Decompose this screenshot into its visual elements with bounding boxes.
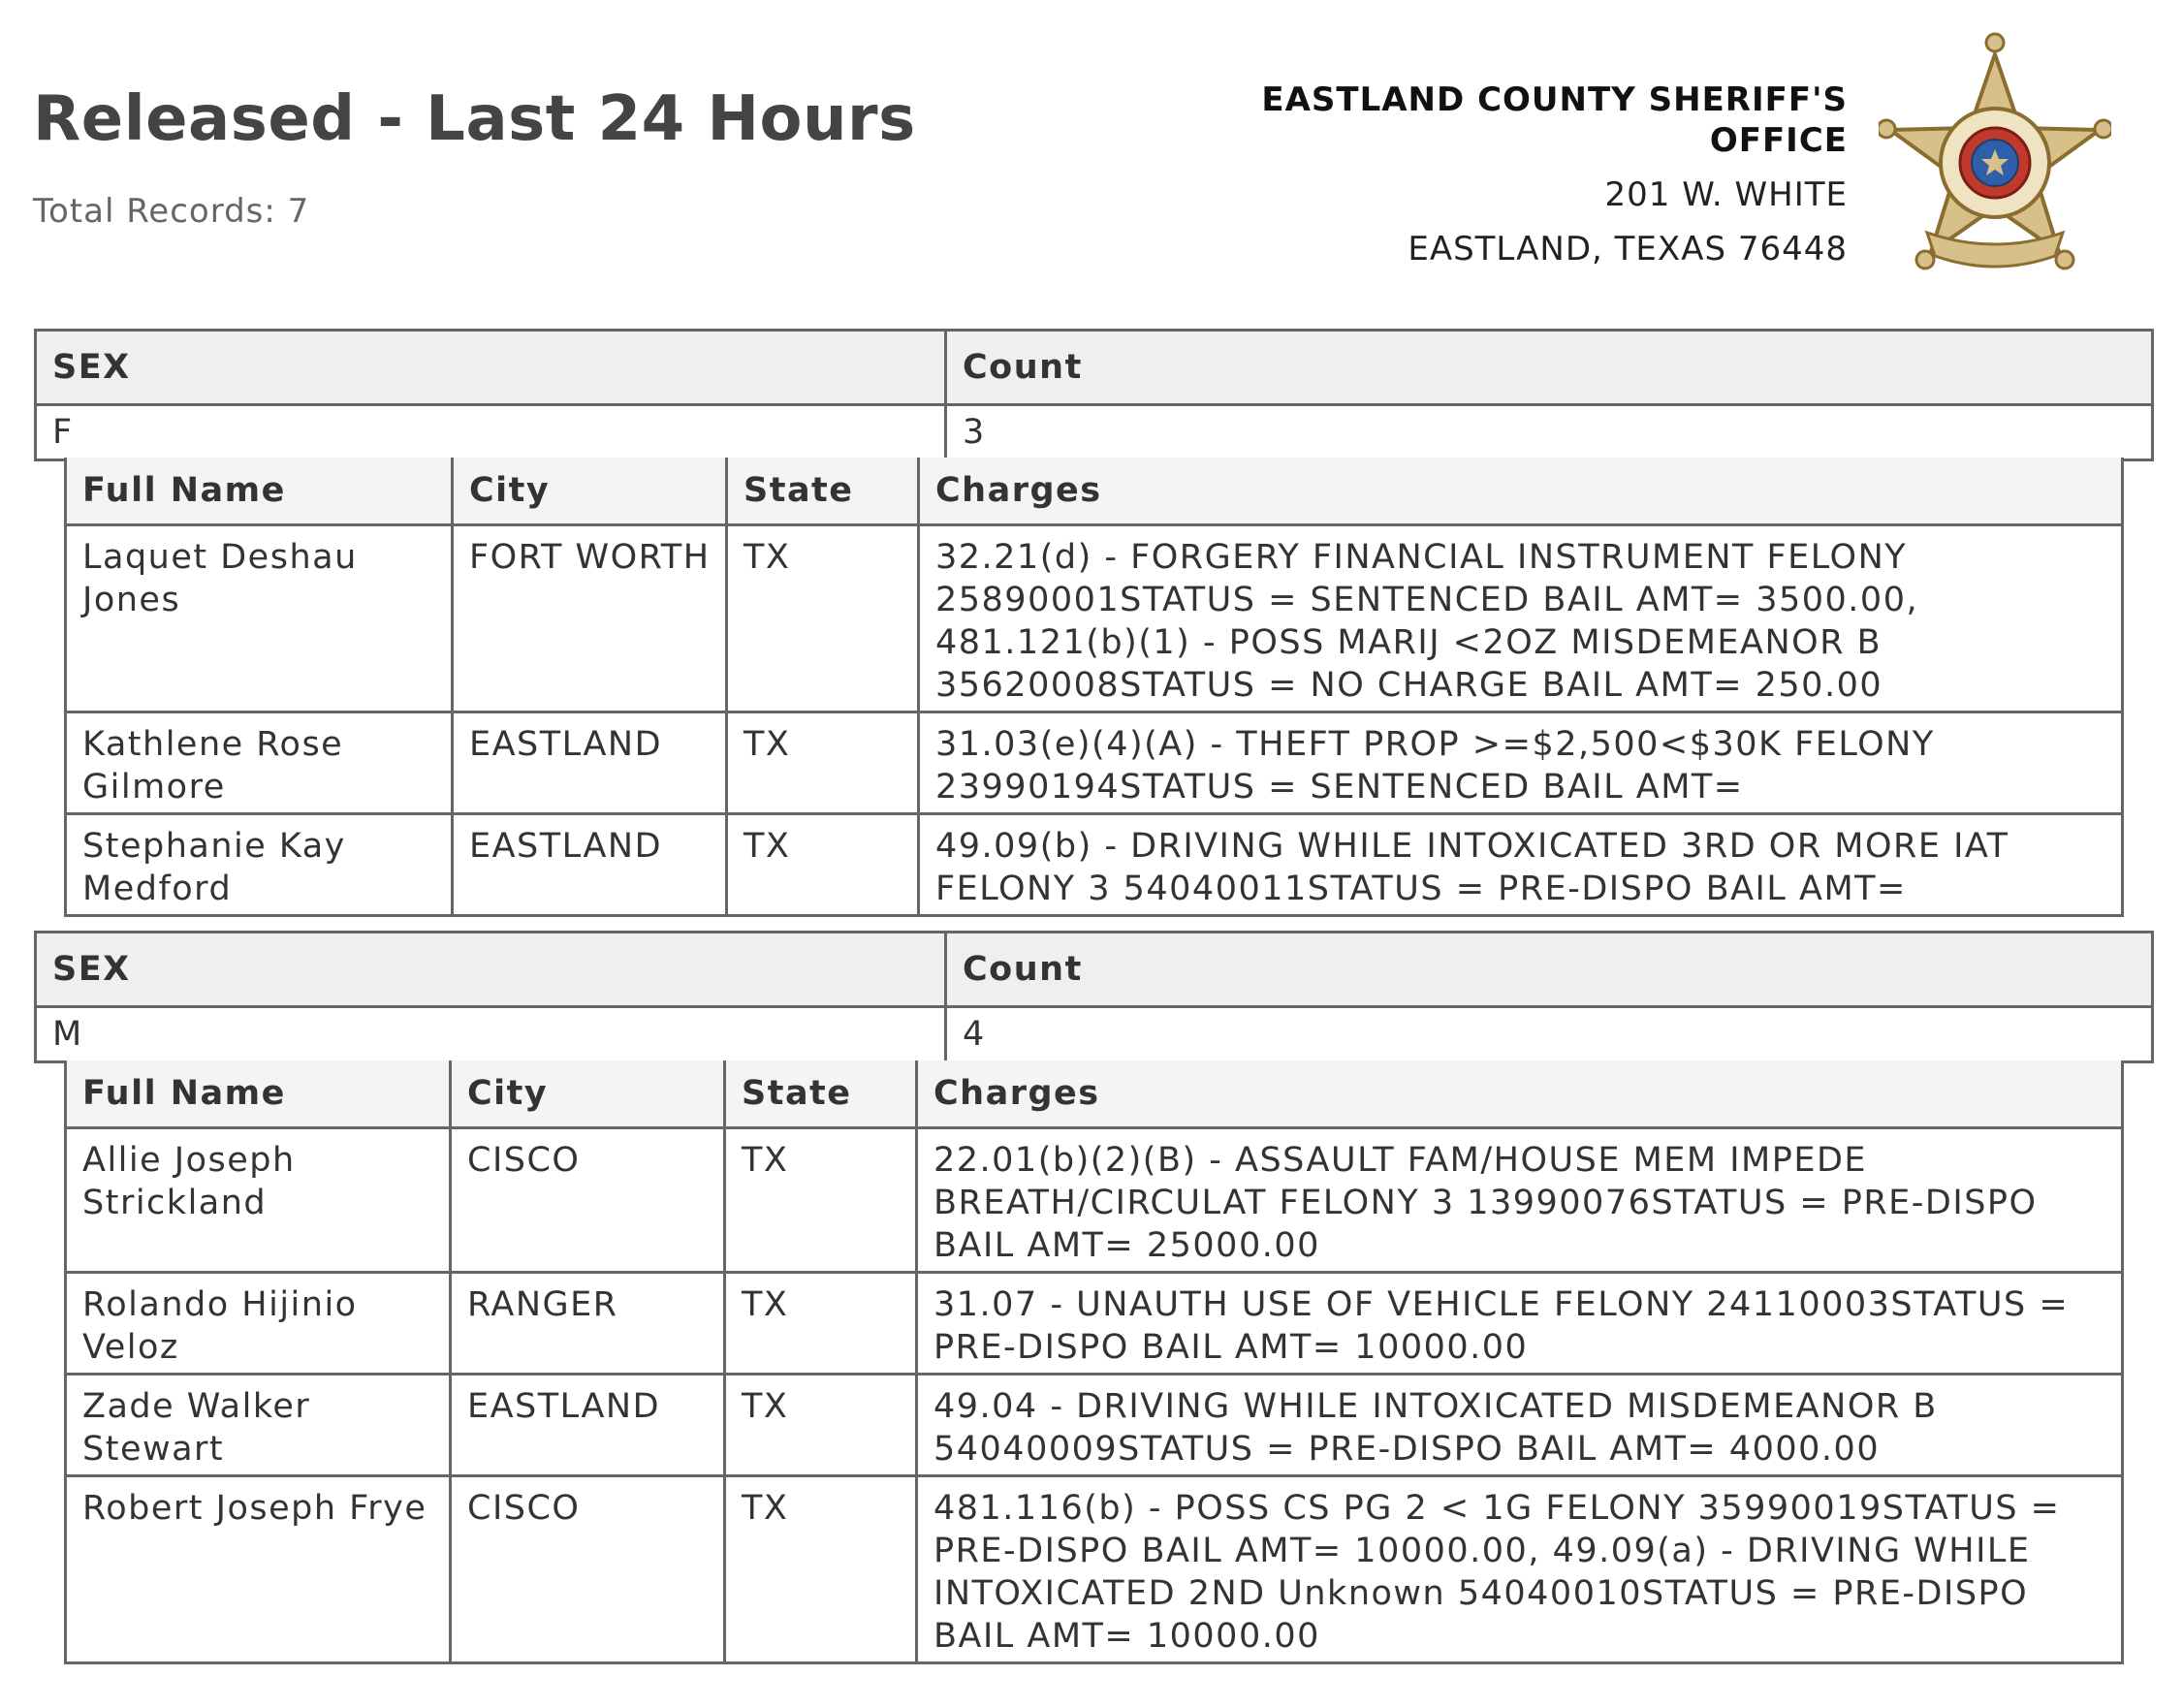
full-name-cell: Robert Joseph Frye [66,1476,451,1663]
state-cell: TX [725,1128,917,1273]
sex-group-table-f [34,329,2154,461]
table-row [66,1375,2123,1476]
charges-cell: 22.01(b)(2)(B) - ASSAULT FAM/HOUSE MEM IMPEDE BREATH/CIRCULAT FELONY 3 13990076STATUS = PRE-DISPO BAIL AMT= 25000.00 [917,1128,2123,1273]
state-header: State [727,458,919,525]
state-cell: TX [725,1375,917,1476]
full-name-cell: Allie Joseph Strickland [66,1128,451,1273]
sex-header: SEX [36,331,946,405]
full-name-cell: Rolando Hijinio Veloz [66,1273,451,1375]
full-name-cell: Zade Walker Stewart [66,1375,451,1476]
sex-value: F [36,405,946,460]
sex-header: SEX [36,933,946,1007]
records-table-f [64,458,2124,917]
table-row [66,1476,2123,1663]
charges-header: Charges [919,458,2123,525]
city-cell: CISCO [451,1128,725,1273]
table-row [66,1128,2123,1273]
charges-cell: 481.116(b) - POSS CS PG 2 < 1G FELONY 35990019STATUS = PRE-DISPO BAIL AMT= 10000.00, 49.09(a) - DRIVING WHILE INTOXICATED 2ND Unknown 54040010STATUS = PRE-DISPO BAIL AMT= 10000.00 [917,1476,2123,1663]
full-name-cell: Stephanie Kay Medford [66,814,453,916]
count-header: Count [946,331,2153,405]
sex-value: M [36,1007,946,1062]
page-title: Released - Last 24 Hours [33,83,916,155]
charges-cell: 31.07 - UNAUTH USE OF VEHICLE FELONY 24110003STATUS = PRE-DISPO BAIL AMT= 10000.00 [917,1273,2123,1375]
state-cell: TX [727,525,919,712]
full-name-cell: Kathlene Rose Gilmore [66,712,453,814]
agency-address-line1: 201 W. WHITE [1604,175,1848,214]
state-cell: TX [727,712,919,814]
full-name-cell: Laquet Deshau Jones [66,525,453,712]
sex-group-table-m [34,931,2154,1063]
count-header: Count [946,933,2153,1007]
table-row [66,814,2123,916]
agency-block [1169,79,1848,269]
full-name-header: Full Name [66,458,453,525]
count-value: 3 [946,405,2153,460]
city-header: City [453,458,727,525]
city-cell: EASTLAND [453,712,727,814]
sheriff-star-badge-icon [1879,29,2111,297]
count-value: 4 [946,1007,2153,1062]
table-row [66,1273,2123,1375]
charges-cell: 49.04 - DRIVING WHILE INTOXICATED MISDEMEANOR B 54040009STATUS = PRE-DISPO BAIL AMT= 4000.00 [917,1375,2123,1476]
charges-header: Charges [917,1060,2123,1128]
total-records: Total Records: 7 [33,192,310,231]
state-cell: TX [727,814,919,916]
city-cell: RANGER [451,1273,725,1375]
full-name-header: Full Name [66,1060,451,1128]
city-cell: FORT WORTH [453,525,727,712]
state-cell: TX [725,1476,917,1663]
table-row [66,712,2123,814]
city-cell: EASTLAND [453,814,727,916]
state-header: State [725,1060,917,1128]
table-row [66,525,2123,712]
city-cell: CISCO [451,1476,725,1663]
records-table-m [64,1060,2124,1664]
agency-address-line2: EASTLAND, TEXAS 76448 [1408,230,1848,269]
city-cell: EASTLAND [451,1375,725,1476]
charges-cell: 32.21(d) - FORGERY FINANCIAL INSTRUMENT FELONY 25890001STATUS = SENTENCED BAIL AMT= 3500.00, 481.121(b)(1) - POSS MARIJ <2OZ MISDEMEANOR B 35620008STATUS = NO CHARGE BAIL AMT= 250.00 [919,525,2123,712]
city-header: City [451,1060,725,1128]
agency-name: EASTLAND COUNTY SHERIFF'S OFFICE [1261,80,1848,160]
state-cell: TX [725,1273,917,1375]
charges-cell: 31.03(e)(4)(A) - THEFT PROP >=$2,500<$30K FELONY 23990194STATUS = SENTENCED BAIL AMT= [919,712,2123,814]
charges-cell: 49.09(b) - DRIVING WHILE INTOXICATED 3RD OR MORE IAT FELONY 3 54040011STATUS = PRE-DISPO BAIL AMT= [919,814,2123,916]
